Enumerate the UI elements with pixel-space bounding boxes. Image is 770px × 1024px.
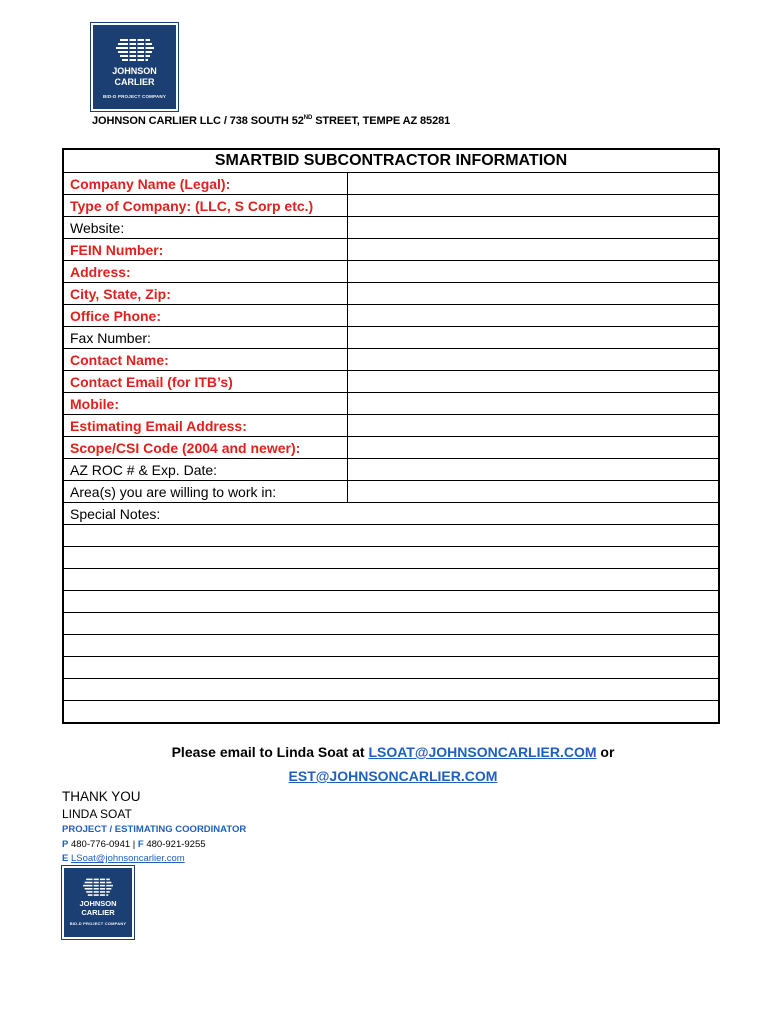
form-row — [63, 283, 719, 305]
fax-label: F — [137, 839, 144, 850]
form-row — [63, 217, 719, 239]
signer-email-link[interactable]: LSoat@johnsoncarlier.com — [70, 853, 185, 864]
email-label: E — [62, 853, 69, 864]
notes-line[interactable] — [63, 635, 719, 657]
logo-name-line2: CARLIER — [114, 77, 155, 87]
flag-icon — [79, 877, 117, 899]
field-input-mobile[interactable] — [348, 393, 720, 415]
notes-line[interactable] — [63, 657, 719, 679]
instructions-prefix: Please email to Linda Soat at — [171, 744, 369, 760]
address-superscript: ND — [303, 115, 313, 121]
field-input-contact-name[interactable] — [348, 349, 720, 371]
phone-separator: | — [132, 839, 136, 850]
form-row — [63, 415, 719, 437]
field-input-az-roc[interactable] — [348, 459, 720, 481]
email-link-est[interactable]: EST@JOHNSONCARLIER.COM — [288, 768, 498, 784]
logo-tagline: BID-D PROJECT COMPANY — [69, 921, 127, 926]
field-label: Area(s) you are willing to work in: — [63, 481, 348, 503]
form-row — [63, 327, 719, 349]
field-label: Type of Company: (LLC, S Corp etc.) — [63, 195, 348, 217]
company-logo-small — [62, 866, 134, 939]
form-title: SMARTBID SUBCONTRACTOR INFORMATION — [63, 149, 719, 173]
form-row — [63, 239, 719, 261]
fax-number: 480-921-9255 — [146, 839, 206, 850]
notes-line[interactable] — [63, 569, 719, 591]
notes-line[interactable] — [63, 547, 719, 569]
logo-tagline: BID-D PROJECT COMPANY — [102, 94, 167, 99]
phone-label: P — [62, 839, 69, 850]
field-input-estimating-email[interactable] — [348, 415, 720, 437]
form-row — [63, 305, 719, 327]
notes-label: Special Notes: — [63, 503, 719, 525]
email-instructions — [8, 744, 770, 760]
field-label: Address: — [63, 261, 348, 283]
field-input-company-name[interactable] — [348, 173, 720, 195]
form-row — [63, 349, 719, 371]
field-input-company-type[interactable] — [348, 195, 720, 217]
instructions-or: or — [596, 744, 615, 760]
field-input-scope-csi[interactable] — [348, 437, 720, 459]
field-label: City, State, Zip: — [63, 283, 348, 305]
flag-icon — [112, 37, 158, 65]
field-label: Fax Number: — [63, 327, 348, 349]
signer-name: LINDA SOAT — [62, 807, 132, 821]
logo-name-line1: JOHNSON — [79, 899, 117, 908]
field-input-website[interactable] — [348, 217, 720, 239]
notes-line[interactable] — [63, 591, 719, 613]
company-logo — [91, 23, 178, 111]
form-row — [63, 371, 719, 393]
subcontractor-form — [62, 148, 720, 724]
notes-line[interactable] — [63, 613, 719, 635]
signer-role: PROJECT / ESTIMATING COORDINATOR — [62, 824, 247, 835]
field-input-fax[interactable] — [348, 327, 720, 349]
logo-name-line1: JOHNSON — [112, 66, 157, 76]
logo-name-line2: CARLIER — [81, 907, 115, 917]
address-part-1: JOHNSON CARLIER LLC / 738 SOUTH 52 — [92, 115, 304, 127]
email-instructions-line2 — [8, 768, 770, 784]
field-input-fein[interactable] — [348, 239, 720, 261]
form-row — [63, 503, 719, 525]
address-part-2: STREET, TEMPE AZ 85281 — [312, 115, 451, 127]
form-row — [63, 393, 719, 415]
signer-email — [62, 853, 185, 864]
field-label: Mobile: — [63, 393, 348, 415]
notes-line[interactable] — [63, 701, 719, 724]
field-label: Office Phone: — [63, 305, 348, 327]
form-row — [63, 437, 719, 459]
form-row — [63, 459, 719, 481]
email-link-lsoat[interactable]: LSOAT@JOHNSONCARLIER.COM — [368, 744, 597, 760]
company-address — [92, 115, 450, 127]
field-input-address[interactable] — [348, 261, 720, 283]
field-label: Contact Name: — [63, 349, 348, 371]
phone-number: 480-776-0941 — [70, 839, 131, 850]
field-label: Scope/CSI Code (2004 and newer): — [63, 437, 348, 459]
notes-line[interactable] — [63, 679, 719, 701]
field-label: AZ ROC # & Exp. Date: — [63, 459, 348, 481]
signer-phones — [62, 839, 206, 850]
form-row — [63, 481, 719, 503]
field-label: Website: — [63, 217, 348, 239]
field-input-work-areas[interactable] — [348, 481, 720, 503]
form-row — [63, 195, 719, 217]
thank-you: THANK YOU — [62, 789, 141, 804]
field-input-city-state-zip[interactable] — [348, 283, 720, 305]
field-label: Company Name (Legal): — [63, 173, 348, 195]
form-row — [63, 261, 719, 283]
form-row — [63, 173, 719, 195]
field-input-office-phone[interactable] — [348, 305, 720, 327]
field-label: Estimating Email Address: — [63, 415, 348, 437]
field-label: Contact Email (for ITB’s) — [63, 371, 348, 393]
field-label: FEIN Number: — [63, 239, 348, 261]
notes-line[interactable] — [63, 525, 719, 547]
field-input-contact-email[interactable] — [348, 371, 720, 393]
